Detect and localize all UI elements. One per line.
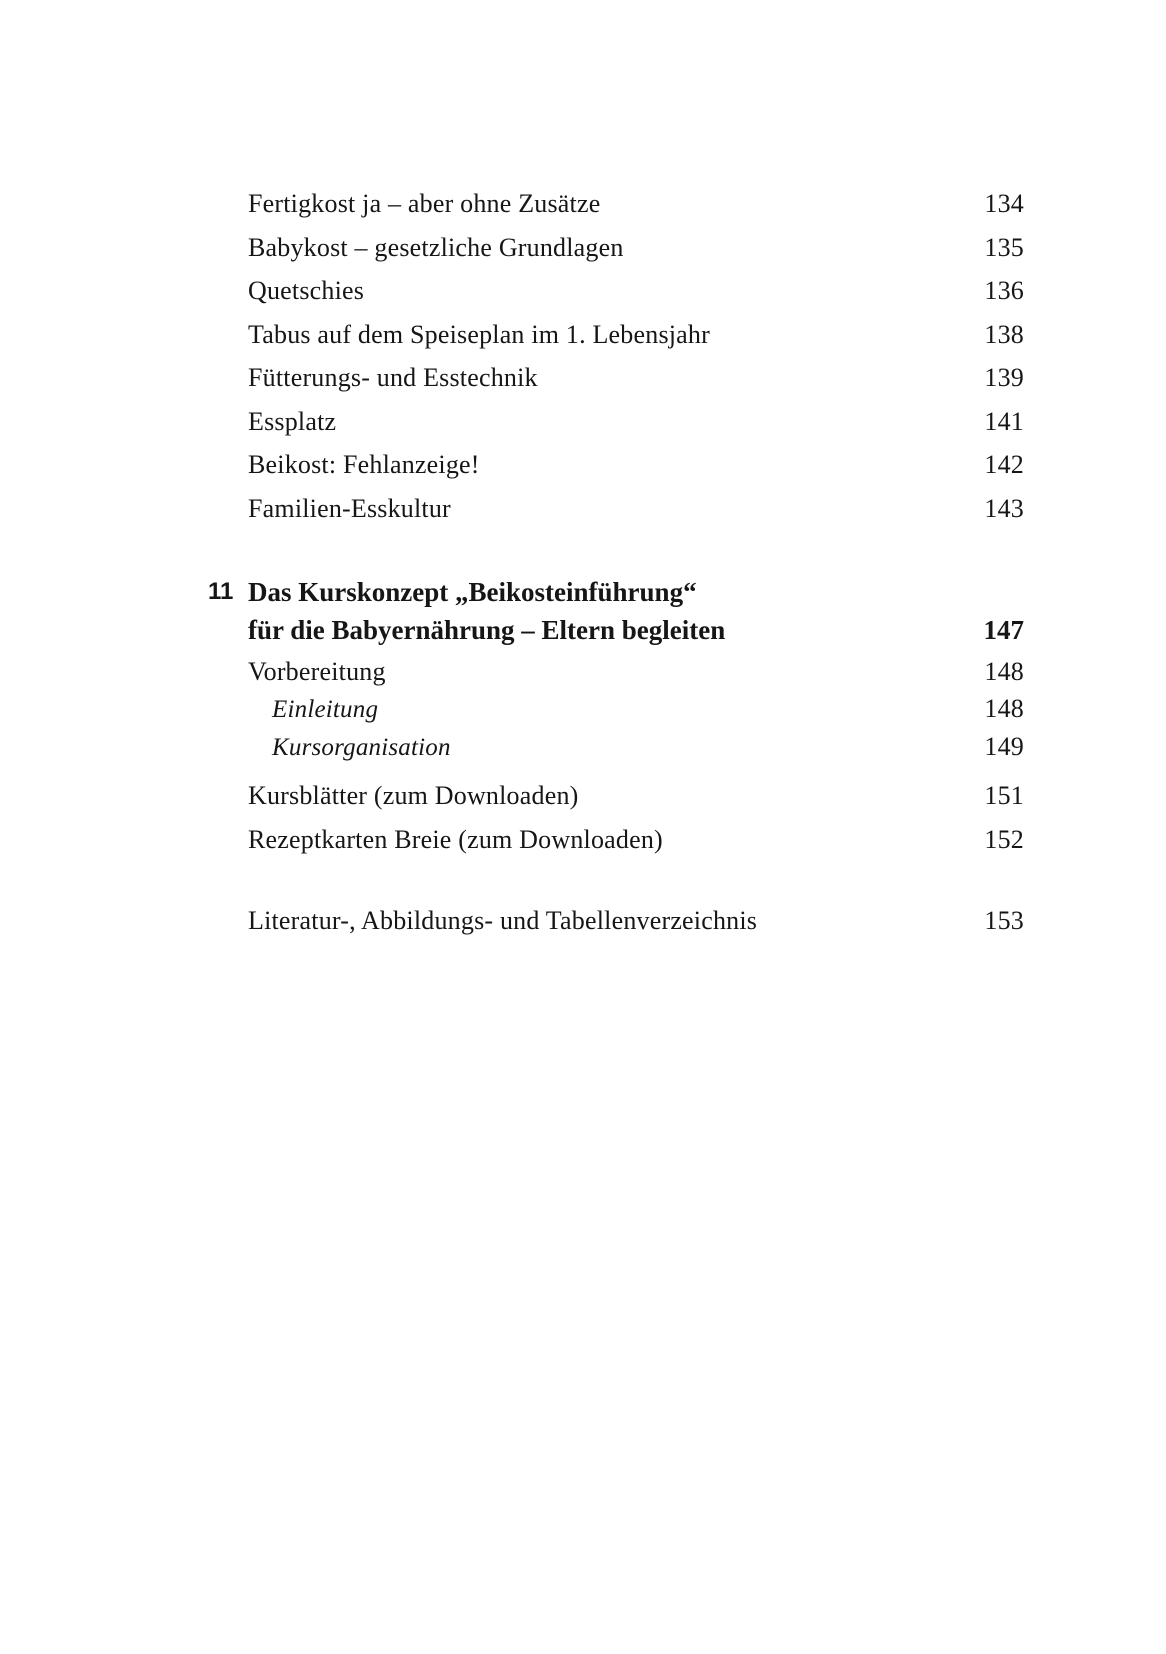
toc-entry-page: 152 xyxy=(984,824,1024,854)
chapter-heading-line1 xyxy=(208,573,1024,611)
toc-entry xyxy=(208,487,1024,531)
toc-entry-page: 136 xyxy=(984,276,1024,305)
toc-entry-label: Beikost: Fehlanzeige! xyxy=(248,450,480,479)
toc-entry xyxy=(208,269,1024,313)
toc-entry xyxy=(208,356,1024,400)
toc-entry-page: 151 xyxy=(984,781,1024,810)
toc-entry-label: Familien-Esskultur xyxy=(248,493,451,523)
chapter-heading xyxy=(208,573,1024,649)
toc-entry-label: Quetschies xyxy=(248,276,365,305)
chapter-heading-line2 xyxy=(208,611,1024,649)
toc-entry-page: 139 xyxy=(984,363,1024,392)
toc-entry-label: Rezeptkarten Breie (zum Downloaden) xyxy=(248,824,663,854)
toc-entry-page: 153 xyxy=(984,906,1024,935)
toc-entry xyxy=(208,443,1024,487)
toc-entry xyxy=(208,182,1024,226)
chapter-title-line2: für die Babyernährung – Eltern begleiten xyxy=(248,615,726,645)
toc-subentry xyxy=(208,690,1024,728)
toc-entry-page: 142 xyxy=(984,450,1024,479)
chapter-number: 11 xyxy=(208,578,234,605)
toc-entry xyxy=(208,400,1024,444)
chapter-page: 147 xyxy=(983,615,1024,645)
toc-entry-page: 135 xyxy=(984,232,1024,262)
toc-entry-page: 143 xyxy=(984,493,1024,523)
toc-entry-label: Literatur-, Abbildungs- und Tabellenverzeichnis xyxy=(248,906,758,935)
toc-entry-label: Kursorganisation xyxy=(272,734,451,761)
toc-entry-page: 138 xyxy=(984,319,1024,349)
toc-entry-page: 134 xyxy=(984,189,1024,218)
toc-entry-page: 148 xyxy=(984,694,1024,723)
toc-entry-label: Vorbereitung xyxy=(248,657,386,686)
toc-entry-label: Kursblätter (zum Downloaden) xyxy=(248,781,579,810)
toc-entry-label: Fertigkost ja – aber ohne Zusätze xyxy=(248,189,601,218)
toc-entry-page: 141 xyxy=(984,406,1024,436)
toc-entry-backmatter xyxy=(208,899,1024,943)
table-of-contents xyxy=(208,182,1024,943)
toc-entry xyxy=(208,774,1024,818)
toc-subentry xyxy=(208,728,1024,766)
toc-entry xyxy=(208,226,1024,270)
toc-entry-label: Tabus auf dem Speiseplan im 1. Lebensjahr xyxy=(248,319,710,349)
chapter-title-line1: Das Kurskonzept „Beikosteinführung“ xyxy=(248,577,697,607)
toc-entry-label: Babykost – gesetzliche Grundlagen xyxy=(248,232,624,262)
toc-entry xyxy=(208,653,1024,690)
chapter-entries xyxy=(208,653,1024,861)
toc-entry-label: Fütterungs- und Esstechnik xyxy=(248,363,538,392)
toc-entry-page: 149 xyxy=(984,732,1024,761)
toc-entry xyxy=(208,818,1024,862)
toc-entry-page: 148 xyxy=(984,657,1024,686)
toc-entry-label: Essplatz xyxy=(248,406,337,436)
toc-entry xyxy=(208,313,1024,357)
toc-entry-label: Einleitung xyxy=(272,696,379,723)
